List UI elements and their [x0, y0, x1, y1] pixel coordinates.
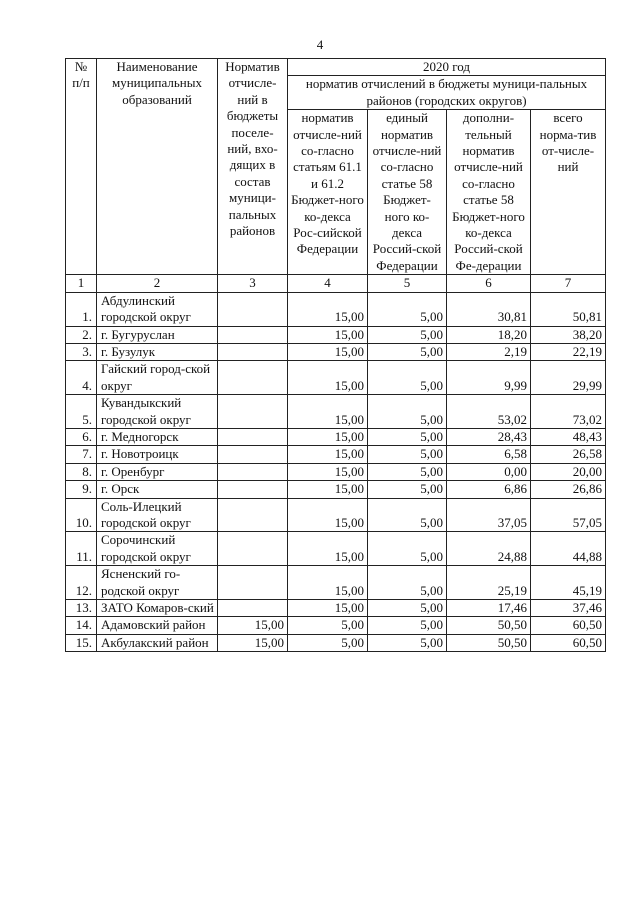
page-number: 4 — [316, 37, 324, 52]
single-norm-58: 5,00 — [368, 481, 447, 498]
additional-norm-58: 18,20 — [447, 326, 531, 343]
total-norm: 45,19 — [531, 566, 606, 600]
norm-61: 15,00 — [288, 428, 368, 445]
row-number: 11. — [66, 532, 97, 566]
total-norm: 26,58 — [531, 446, 606, 463]
total-norm: 60,50 — [531, 617, 606, 634]
table-row — [66, 600, 606, 617]
row-number: 6. — [66, 428, 97, 445]
municipality-name: г. Бугуруслан — [97, 326, 218, 343]
row-number: 13. — [66, 600, 97, 617]
row-number: 8. — [66, 463, 97, 480]
single-norm-58: 5,00 — [368, 463, 447, 480]
norm-61: 15,00 — [288, 463, 368, 480]
row-number: 15. — [66, 634, 97, 651]
municipality-name: Ясненский го-родской округ — [97, 566, 218, 600]
additional-norm-58: 50,50 — [447, 634, 531, 651]
additional-norm-58: 0,00 — [447, 463, 531, 480]
settlement-norm — [218, 566, 288, 600]
budget-norms-table — [65, 58, 606, 652]
norm-61: 15,00 — [288, 343, 368, 360]
municipality-name: г. Оренбург — [97, 463, 218, 480]
settlement-norm — [218, 498, 288, 532]
row-number: 1. — [66, 292, 97, 326]
header-col5: единый норматив отчисле-ний со-гласно статье 58 Бюджет-ного ко-декса Россий-ской Федерации — [368, 110, 447, 275]
header-col7: всего норма-тив от-числе-ний — [531, 110, 606, 275]
norm-61: 15,00 — [288, 361, 368, 395]
single-norm-58: 5,00 — [368, 361, 447, 395]
additional-norm-58: 30,81 — [447, 292, 531, 326]
total-norm: 73,02 — [531, 395, 606, 429]
norm-61: 5,00 — [288, 617, 368, 634]
total-norm: 48,43 — [531, 428, 606, 445]
header-settlements: Норматив отчисле-ний в бюджеты поселе-ний, вхо-дящих в состав муници-пальных районов — [218, 59, 288, 275]
single-norm-58: 5,00 — [368, 446, 447, 463]
table-row — [66, 326, 606, 343]
total-norm: 37,46 — [531, 600, 606, 617]
single-norm-58: 5,00 — [368, 343, 447, 360]
row-number: 2. — [66, 326, 97, 343]
total-norm: 60,50 — [531, 634, 606, 651]
header-num: № п/п — [66, 59, 97, 275]
municipality-name: Адамовский район — [97, 617, 218, 634]
single-norm-58: 5,00 — [368, 326, 447, 343]
row-number: 5. — [66, 395, 97, 429]
settlement-norm — [218, 395, 288, 429]
norm-61: 15,00 — [288, 600, 368, 617]
additional-norm-58: 25,19 — [447, 566, 531, 600]
additional-norm-58: 37,05 — [447, 498, 531, 532]
settlement-norm — [218, 343, 288, 360]
additional-norm-58: 9,99 — [447, 361, 531, 395]
total-norm: 29,99 — [531, 361, 606, 395]
norm-61: 15,00 — [288, 292, 368, 326]
norm-61: 15,00 — [288, 498, 368, 532]
municipality-name: Акбулакский район — [97, 634, 218, 651]
table-row — [66, 617, 606, 634]
total-norm: 57,05 — [531, 498, 606, 532]
municipality-name: г. Бузулук — [97, 343, 218, 360]
settlement-norm — [218, 361, 288, 395]
header-group: норматив отчислений в бюджеты муници-пальных районов (городских округов) — [288, 76, 606, 110]
total-norm: 20,00 — [531, 463, 606, 480]
municipality-name: Кувандыкский городской округ — [97, 395, 218, 429]
additional-norm-58: 6,58 — [447, 446, 531, 463]
settlement-norm: 15,00 — [218, 634, 288, 651]
row-number: 7. — [66, 446, 97, 463]
row-number: 14. — [66, 617, 97, 634]
single-norm-58: 5,00 — [368, 428, 447, 445]
municipality-name: г. Орск — [97, 481, 218, 498]
norm-61: 15,00 — [288, 566, 368, 600]
municipality-name: Гайский город-ской округ — [97, 361, 218, 395]
table-row — [66, 428, 606, 445]
norm-61: 15,00 — [288, 446, 368, 463]
total-norm: 44,88 — [531, 532, 606, 566]
settlement-norm — [218, 600, 288, 617]
single-norm-58: 5,00 — [368, 395, 447, 429]
municipality-name: г. Новотроицк — [97, 446, 218, 463]
table-row — [66, 498, 606, 532]
header-name: Наименование муниципальных образований — [97, 59, 218, 275]
single-norm-58: 5,00 — [368, 292, 447, 326]
single-norm-58: 5,00 — [368, 566, 447, 600]
row-number: 4. — [66, 361, 97, 395]
table-row — [66, 361, 606, 395]
row-number: 12. — [66, 566, 97, 600]
table-row — [66, 343, 606, 360]
additional-norm-58: 53,02 — [447, 395, 531, 429]
single-norm-58: 5,00 — [368, 498, 447, 532]
additional-norm-58: 24,88 — [447, 532, 531, 566]
table-row — [66, 292, 606, 326]
row-number: 10. — [66, 498, 97, 532]
settlement-norm — [218, 532, 288, 566]
total-norm: 26,86 — [531, 481, 606, 498]
settlement-norm — [218, 428, 288, 445]
single-norm-58: 5,00 — [368, 634, 447, 651]
column-number: 4 — [288, 275, 368, 292]
total-norm: 38,20 — [531, 326, 606, 343]
municipality-name: Абдулинский городской округ — [97, 292, 218, 326]
total-norm: 22,19 — [531, 343, 606, 360]
header-col6: дополни-тельный норматив отчисле-ний со-гласно статье 58 Бюджет-ного ко-декса Россий-ской Фе-дерации — [447, 110, 531, 275]
single-norm-58: 5,00 — [368, 532, 447, 566]
municipality-name: ЗАТО Комаров-ский — [97, 600, 218, 617]
table-row — [66, 481, 606, 498]
table-body — [66, 292, 606, 652]
header-col4: норматив отчисле-ний со-гласно статьям 61.1 и 61.2 Бюджет-ного ко-декса Рос-сийской Федерации — [288, 110, 368, 275]
table-row — [66, 463, 606, 480]
table-row — [66, 566, 606, 600]
settlement-norm: 15,00 — [218, 617, 288, 634]
column-number: 6 — [447, 275, 531, 292]
column-number: 1 — [66, 275, 97, 292]
column-number: 2 — [97, 275, 218, 292]
table-row — [66, 446, 606, 463]
norm-61: 15,00 — [288, 326, 368, 343]
norm-61: 15,00 — [288, 395, 368, 429]
norm-61: 15,00 — [288, 532, 368, 566]
norm-61: 5,00 — [288, 634, 368, 651]
municipality-name: г. Медногорск — [97, 428, 218, 445]
additional-norm-58: 2,19 — [447, 343, 531, 360]
additional-norm-58: 17,46 — [447, 600, 531, 617]
settlement-norm — [218, 326, 288, 343]
single-norm-58: 5,00 — [368, 617, 447, 634]
single-norm-58: 5,00 — [368, 600, 447, 617]
settlement-norm — [218, 481, 288, 498]
settlement-norm — [218, 446, 288, 463]
header-year: 2020 год — [288, 59, 606, 76]
table-row — [66, 532, 606, 566]
table-row — [66, 395, 606, 429]
column-number-row — [66, 275, 606, 292]
column-number: 7 — [531, 275, 606, 292]
additional-norm-58: 50,50 — [447, 617, 531, 634]
norm-61: 15,00 — [288, 481, 368, 498]
total-norm: 50,81 — [531, 292, 606, 326]
column-number: 5 — [368, 275, 447, 292]
municipality-name: Сорочинский городской округ — [97, 532, 218, 566]
column-number: 3 — [218, 275, 288, 292]
settlement-norm — [218, 292, 288, 326]
settlement-norm — [218, 463, 288, 480]
table-row — [66, 634, 606, 651]
additional-norm-58: 28,43 — [447, 428, 531, 445]
municipality-name: Соль-Илецкий городской округ — [97, 498, 218, 532]
row-number: 9. — [66, 481, 97, 498]
additional-norm-58: 6,86 — [447, 481, 531, 498]
row-number: 3. — [66, 343, 97, 360]
